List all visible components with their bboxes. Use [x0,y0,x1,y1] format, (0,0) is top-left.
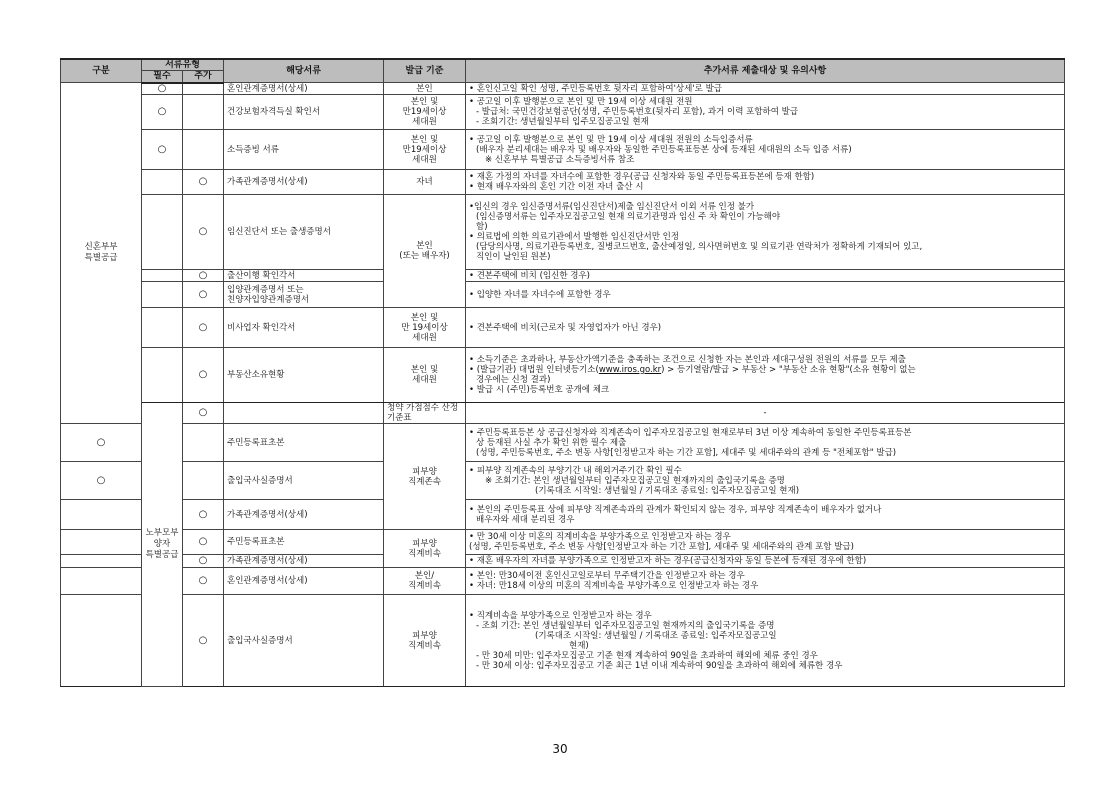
notes: • 소득기준은 초과하나, 부동산가액기준을 충족하는 조건으로 신청한 자는 본인과 세대구성원 전원의 서류를 모두 제출 • (발급기관) 대법원 인터넷등기소(www.iros.go.kr) > 등기열람/발급 > 부동산 > "부동산 소유 현황"(소유 현황이 없는 경우에는 신청 결과) • 발급 시 (주민)등록번호 공개에 체크 [466,348,1065,403]
required-mark: ○ [183,403,224,424]
additional-mark: ○ [183,555,224,568]
notes: • 견본주택에 비치 (임신한 경우) [466,270,1065,282]
issue-basis: 피부양 직계비속 [384,595,466,687]
header-issue-basis: 발급 기준 [384,59,466,83]
additional-mark: ○ [183,195,224,270]
header-notes: 추가서류 제출대상 및 유의사항 [466,59,1065,83]
issue-basis: 본인 [384,83,466,95]
issue-basis: 본인 및 세대원 [384,348,466,403]
documents-table [60,58,1065,687]
doc-name: 주민등록표초본 [224,424,384,462]
issue-basis: 자녀 [384,170,466,195]
required-mark: ○ [142,130,183,170]
additional-mark: ○ [183,308,224,348]
section-newlywed: 신혼부부 특별공급 [61,83,142,424]
document-page [60,58,1064,687]
doc-name: 입양관계증명서 또는 친양자입양관계증명서 [224,282,384,308]
issue-basis: 본인 및 만19세이상 세대원 [384,95,466,130]
additional-mark: ○ [183,500,224,530]
doc-name: 출산이행 확인각서 [224,270,384,282]
notes: • 만 30세 이상 미혼의 직계비속을 부양가족으로 인정받고자 하는 경우 (성명, 주민등록번호, 주소 변동 사항[인정받고자 하는 기간 포함], 세대주 및 세대주와의 관계 포함 발급) [466,530,1065,555]
doc-name: 임신진단서 또는 출생증명서 [224,195,384,270]
notes: •임신의 경우 임신증명서류(임신진단서)제출 임신진단서 이외 서류 인정 불가 (임신증명서류는 입주자모집공고일 현재 의료기관명과 임신 주 차 확인이 가능해야 함) • 의료법에 의한 의료기관에서 발행한 임신진단서만 인정 (담당의사명, 의료기관등록번호, 질병코드번호, 출산예정일, 의사면허번호 및 의료기관 연락처가 정확하게 기재되어 있고, 직인이 날인된 원본) [466,195,1065,270]
notes: • 본인의 주민등록표 상에 피부양 직계존속과의 관계가 확인되지 않는 경우, 피부양 직계존속이 배우자가 없거나 배우자와 세대 분리된 경우 [466,500,1065,530]
section-elderly-parent: 노부모부양자 특별공급 [142,403,183,687]
doc-name: 가족관계증명서(상세) [224,500,384,530]
additional-mark: ○ [183,568,224,595]
doc-name: 부동산소유현황 [224,348,384,403]
notes: • 직계비속을 부양가족으로 인정받고자 하는 경우 - 조회 기간: 본인 생년월일부터 입주자모집공고일 현재까지의 출입국기록을 증명 (기록대조 시작일: 생년월일 / 기록대조 종료일: 입주자모집공고일 현재) - 만 30세 미만: 입주자모집공고 기준 현재 계속하여 90일을 초과하여 해외에 체류 중인 경우 - 만 30세 이상: 입주자모집공고 기준 최근 1년 이내 계속하여 90일을 초과하여 해외에 체류한 경우 [466,595,1065,687]
issue-basis: 본인 (또는 배우자) [384,195,466,308]
notes: • 혼인신고일 확인 성명, 주민등록번호 뒷자리 포함하여'상세'로 발급 [466,83,1065,95]
header-document: 해당서류 [224,59,384,83]
notes: • 재혼 배우자의 자녀를 부양가족으로 인정받고자 하는 경우(공급신청자와 동일 등본에 등재된 경우에 한함) [466,555,1065,568]
header-category: 구분 [61,59,142,83]
header-required: 필수 [142,71,183,83]
issue-basis: 피부양 직계존속 [384,424,466,530]
doc-name: 비사업자 확인각서 [224,308,384,348]
page-number: 30 [552,742,568,756]
issue-basis: - [466,403,1065,424]
iros-link[interactable]: www.iros.go.kr [598,365,662,375]
additional-mark: ○ [183,282,224,308]
doc-name: 출입국사실증명서 [224,595,384,687]
notes: • 공고일 이후 발행분으로 본인 및 만 19세 이상 세대원 전원 - 발급처: 국민건강보험공단(성명, 주민등록번호(뒷자리 포함), 과거 이력 포함하여 발급 - 조회기간: 생년월일부터 입주모집공고일 현재 [466,95,1065,130]
notes: • 본인: 만30세이전 혼인신고일로부터 무주택기간을 인정받고자 하는 경우 • 자녀: 만18세 이상의 미혼의 직계비속을 부양가족으로 인정받고자 하는 경우 [466,568,1065,595]
required-mark: ○ [142,95,183,130]
additional-mark: ○ [183,170,224,195]
header-doc-type: 서류유형 [142,59,224,71]
doc-name: 청약 가점점수 산정기준표 [384,403,466,424]
additional-mark: ○ [183,595,224,687]
additional-mark: ○ [183,270,224,282]
doc-name: 건강보험자격득실 확인서 [224,95,384,130]
doc-name: 혼인관계증명서(상세) [224,83,384,95]
header-additional: 추가 [183,71,224,83]
additional-mark: ○ [183,348,224,403]
notes: • 재혼 가정의 자녀를 자녀수에 포함한 경우(공급 신청자와 동일 주민등록표등본에 등재 한함) • 현재 배우자와의 혼인 기간 이전 자녀 출산 시 [466,170,1065,195]
notes: • 피부양 직계존속의 부양기간 내 해외거주기간 확인 필수 ※ 조회기간: 본인 생년월일부터 입주자모집공고일 현재까지의 출입국기록을 증명 (기록대조 시작일: 생년월일 / 기록대조 종료일: 입주자모집공고일 현재) [466,462,1065,500]
notes: • 주민등록표등본 상 공급신청자와 직계존속이 입주자모집공고일 현재로부터 3년 이상 계속하여 동일한 주민등록표등본 상 등재된 사실 추가 확인 위한 필수 제출 (성명, 주민등록번호, 주소 변동 사항[인정받고자 하는 기간 포함], 세대주 및 세대주와의 관계 등 "전체포함" 발급) [466,424,1065,462]
doc-name: 주민등록표초본 [224,530,384,555]
required-mark: ○ [142,83,183,95]
issue-basis: 본인 및 만19세이상 세대원 [384,130,466,170]
notes: • 공고일 이후 발행분으로 본인 및 만 19세 이상 세대원 전원의 소득입증서류 (배우자 분리세대는 배우자 및 배우자와 동일한 주민등록표등본 상에 등재된 세대원의 소득 입증 서류) ※ 신혼부부 특별공급 소득증빙서류 참조 [466,130,1065,170]
doc-name: 혼인관계증명서(상세) [224,568,384,595]
doc-name: 가족관계증명서(상세) [224,555,384,568]
issue-basis: 본인 및 만 19세이상 세대원 [384,308,466,348]
doc-name: 가족관계증명서(상세) [224,170,384,195]
notes: • 견본주택에 비치(근로자 및 자영업자가 아닌 경우) [466,308,1065,348]
additional-mark: ○ [183,530,224,555]
doc-name: 소득증빙 서류 [224,130,384,170]
doc-name: 출입국사실증명서 [224,462,384,500]
notes: • 입양한 자녀를 자녀수에 포함한 경우 [466,282,1065,308]
issue-basis: 본인/ 직계비속 [384,568,466,595]
required-mark: ○ [61,424,142,462]
issue-basis: 피부양 직계비속 [384,530,466,568]
required-mark: ○ [61,462,142,500]
